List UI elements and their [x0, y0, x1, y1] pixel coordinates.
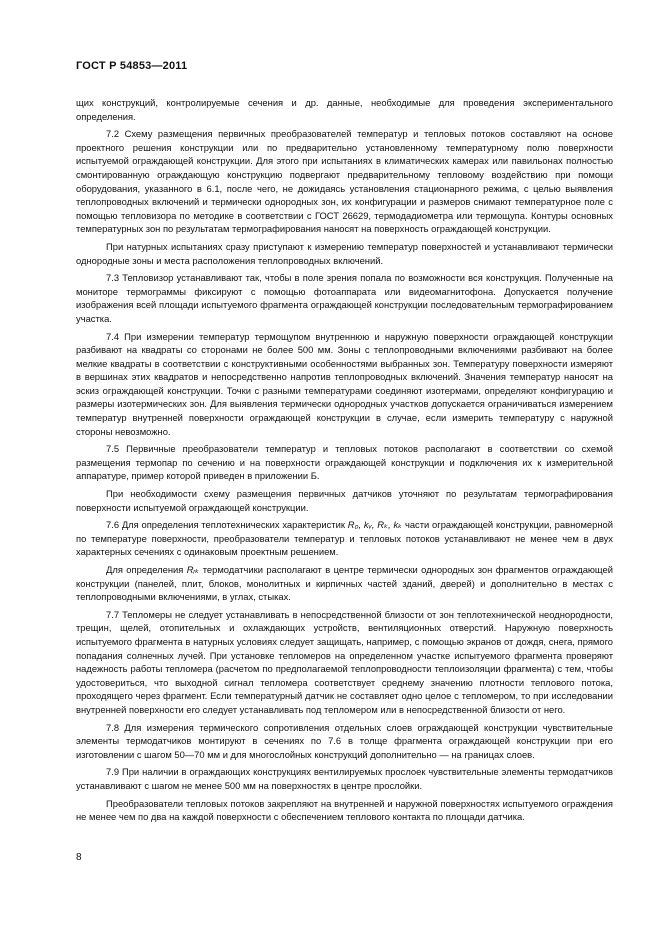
paragraph-7-4: 7.4 При измерении температур термощупом внутреннюю и наружную поверхности ограждающей конструкции разбивают на квадраты со сторонами не более 500 мм. Зоны с теплопроводными включениями разбивают на более мелкие квадраты в соответствии с конструктивными особенностями выбранных зон. Температуру поверхности измеряют в вершинах этих квадратов и непосредственно напротив теплопроводных включений. Значения температур наносят на эскиз ограждающей конструкции. Точки с разными температурами соединяют изотермами, определяют конфигурацию и размеры изотермических зон. Для выявления термически однородных участков допускается ограничиваться измерением температур внутренней поверхности ограждающей конструкции в случае, если измерить температуру с наружной стороны невозможно. [76, 330, 613, 437]
paragraph-7-9: 7.9 При наличии в ограждающих конструкциях вентилируемых прослоек чувствительные элементы термодатчиков устанавливают с шагом не менее 500 мм на поверхностях в центре прослойки. [76, 766, 613, 791]
paragraph-7-8: 7.8 Для измерения термического сопротивления отдельных слоев ограждающей конструкции чувствительные элементы термодатчиков монтируют в сечениях по 7.6 в толще фрагмента ограждающей конструкции при его изготовлении с шагом 50—70 мм и для многослойных конструкций дополнительно — на границах слоев. [76, 721, 613, 760]
paragraph-7-2: 7.2 Схему размещения первичных преобразователей температур и тепловых потоков составляют на основе проектного решения конструкции или по предварительно установленному температурному полю поверхности испытуемой ограждающей конструкции. Для этого при испытаниях в климатических камерах или павильонах полностью смонтированную ограждающую конструкцию подвергают предварительному тепловому воздействию при помощи оборудования, указанного в 6.1, после чего, не дожидаясь установления стационарного режима, с целью выявления теплопроводных включений и термически однородных зон, их конфигурации и размеров снимают температурное поле с помощью тепловизора по методике в соответствии с ГОСТ 26629, термодадиометра или термощупа. Контуры основных температурных зон по результатам термографирования наносят на поверхность ограждающей конструкции. [76, 128, 613, 235]
document-body [76, 96, 613, 828]
paragraph-7-3: 7.3 Тепловизор устанавливают так, чтобы в поле зрения попала по возможности вся конструкция. Полученные на мониторе термограммы фиксируют с помощью фотоаппарата или видеомагнитофона. Допускается получение изображения всей площади испытуемого фрагмента ограждающей конструкции последовательным термографированием участка. [76, 272, 613, 324]
paragraph-text: 7.6 Для определения теплотехнических характеристик [106, 519, 348, 531]
paragraph-text: термодатчики располагают в центре термически однородных зон фрагментов ограждающей конструкции (панелей, плит, блоков, монолитных и кирпичных частей зданий, дверей) и дополнительно в местах с теплопроводными включениями, в углах, стыках. [76, 564, 613, 603]
paragraph: щих конструкций, контролируемые сечения и др. данные, необходимые для проведения экспериментального определения. [76, 97, 613, 122]
paragraph: При необходимости схему размещения первичных датчиков уточняют по результатам термографирования поверхности испытуемой ограждающей конструкции. [76, 488, 613, 513]
document-header: ГОСТ Р 54853—2011 [76, 60, 188, 72]
paragraph-7-5: 7.5 Первичные преобразователи температур и тепловых потоков располагают в соответствии со схемой размещения термопар по сечению и на поверхности ограждающей конструкции и подключения их к измерительной аппаратуре, пример которой приведен в приложении Б. [76, 443, 613, 482]
paragraph-text: части ограждающей конструкции, равномерной по температуре поверхности, преобразователи температур и тепловых потоков устанавливают не менее чем в двух характерных сечениях с одинаковым проектным решением. [76, 519, 613, 558]
paragraph-7-6 [76, 518, 613, 559]
paragraph-rk [76, 563, 613, 604]
formula-symbols: R₀, kᵥ, Rₖ, kₖ [347, 519, 403, 531]
page-number: 8 [76, 852, 82, 863]
paragraph-7-7: 7.7 Тепломеры не следует устанавливать в непосредственной близости от зон теплотехнической неоднородности, трещин, щелей, отопительных и охлаждающих устройств, вентиляционных отверстий. Наружную поверхность испытуемого фрагмента в натурных условиях следует защищать, например, с помощью экранов от дождя, снега, прямого попадания солнечных лучей. При установке тепломеров на определенном участке испытуемого фрагмента проверяют надежность работы тепломера (расчетом по предполагаемой теплопроводности теплоизоляции фрагмента) с тем, чтобы удостовериться, что выходной сигнал тепломера соответствует среднему значению плотности теплового потока, проходящего через фрагмент. Если температурный датчик не составляет одно целое с тепломером, то при исследовании внутренней поверхности его следует устанавливать под тепломером или в непосредственной близости от него. [76, 608, 613, 715]
paragraph: Преобразователи тепловых потоков закрепляют на внутренней и наружной поверхностях испытуемого ограждения не менее чем по два на каждой поверхности с обеспечением теплового контакта по площади датчика. [76, 797, 613, 823]
paragraph: При натурных испытаниях сразу приступают к измерению температур поверхностей и устанавливают термически однородные зоны и места расположения теплопроводных включений. [76, 240, 613, 266]
formula-symbol: Rᵣₖ [186, 564, 200, 575]
paragraph-text: Для определения [106, 564, 187, 575]
